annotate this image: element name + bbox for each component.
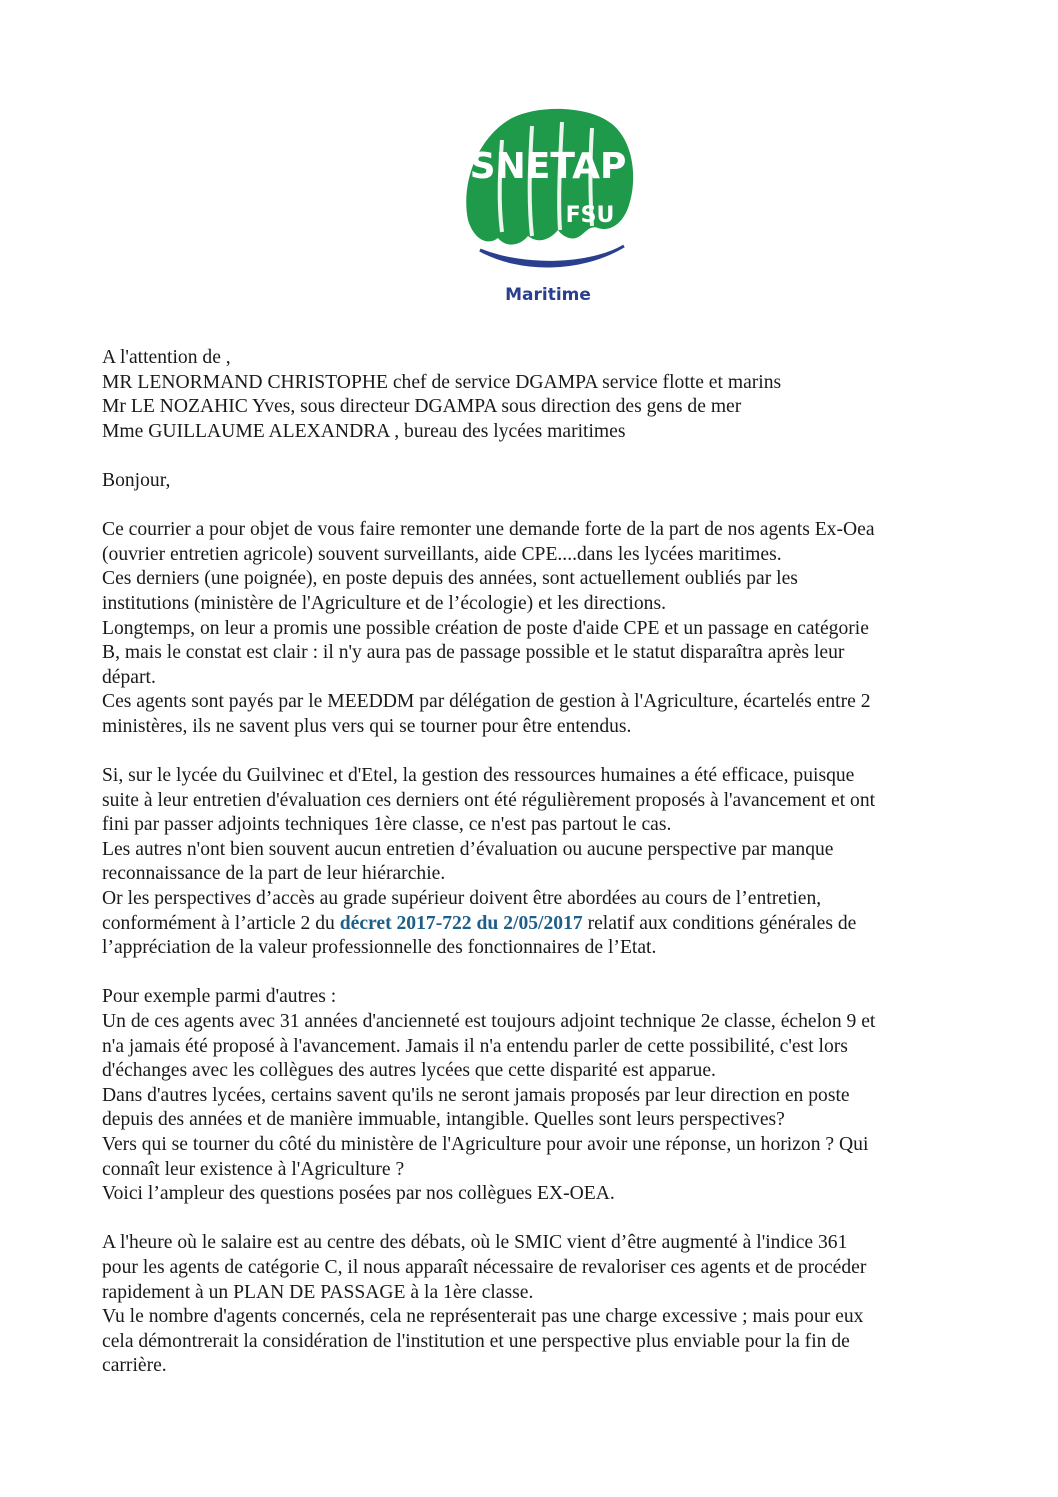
p2-line-7-end: relatif aux conditions générales de: [582, 912, 857, 934]
p4-line-1: A l'heure où le salaire est au centre des débats, où le SMIC vient d’être augmenté à l'indice 361: [102, 1232, 848, 1254]
p4-line-4: Vu le nombre d'agents concernés, cela ne représenterait pas une charge excessive ; mais pour eux: [102, 1306, 864, 1328]
p4-line-2: pour les agents de catégorie C, il nous apparaît nécessaire de revaloriser ces agents et de procéder: [102, 1256, 867, 1278]
logo-name: SNETAP: [469, 146, 627, 187]
p2-line-8: l’appréciation de la valeur professionnelle des fonctionnaires de l’Etat.: [102, 937, 657, 959]
p3-line-3: n'a jamais été proposé à l'avancement. Jamais il n'a entendu parler de cette possibilité, c'est lors: [102, 1035, 848, 1057]
paragraph-1: [102, 518, 982, 739]
p2-line-6: Or les perspectives d’accès au grade supérieur doivent être abordées au cours de l’entretien,: [102, 888, 822, 910]
p2-line-7: [102, 912, 982, 937]
paragraph-4: [102, 1231, 982, 1379]
snetap-fsu-logo-graphic: [440, 100, 650, 310]
paragraph-2: [102, 764, 982, 961]
logo-sub: FSU: [565, 203, 615, 228]
p4-line-6: carrière.: [102, 1355, 167, 1377]
greeting: [102, 469, 982, 494]
recipient-1: MR LENORMAND CHRISTOPHE chef de service DGAMPA service flotte et marins: [102, 371, 782, 393]
p3-line-2: Un de ces agents avec 31 années d'ancienneté est toujours adjoint technique 2e classe, échelon 9 et: [102, 1011, 876, 1033]
p1-line-1: Ce courrier a pour objet de vous faire remonter une demande forte de la part de nos agents Ex-Oea: [102, 519, 875, 541]
logo-division: Maritime: [505, 285, 591, 305]
greeting-text: Bonjour,: [102, 469, 171, 491]
letter-body: [102, 346, 982, 1404]
p1-line-3: Ces derniers (une poignée), en poste depuis des années, sont actuellement oubliés par les: [102, 568, 798, 590]
p1-line-4: institutions (ministère de l'Agriculture et de l’écologie) et les directions.: [102, 592, 666, 614]
p3-line-8: connaît leur existence à l'Agriculture ?: [102, 1158, 405, 1180]
p3-line-1: Pour exemple parmi d'autres :: [102, 986, 337, 1008]
decree-link[interactable]: décret 2017-722 du 2/05/2017: [339, 912, 583, 934]
p3-line-5: Dans d'autres lycées, certains savent qu'ils ne seront jamais proposés par leur direction en poste: [102, 1084, 850, 1106]
p4-line-5: cela démontrerait la considération de l'institution et une perspective plus enviable pour la fin de: [102, 1330, 850, 1352]
snetap-fsu-logo: [440, 100, 650, 310]
p2-line-1: Si, sur le lycée du Guilvinec et d'Etel, la gestion des ressources humaines a été efficace, puisque: [102, 765, 855, 787]
p4-line-3: rapidement à un PLAN DE PASSAGE à la 1ère classe.: [102, 1281, 534, 1303]
p2-line-2: suite à leur entretien d'évaluation ces derniers ont été régulièrement proposés à l'avancement et ont: [102, 789, 876, 811]
p2-line-7-start: conformément à l’article 2 du: [102, 912, 340, 934]
p3-line-9: Voici l’ampleur des questions posées par nos collègues EX-OEA.: [102, 1183, 615, 1205]
p3-line-7: Vers qui se tourner du côté du ministère de l'Agriculture pour avoir une réponse, un horizon ? Qui: [102, 1134, 869, 1155]
recipients-intro: A l'attention de ,: [102, 347, 231, 368]
p3-line-4: d'échanges avec les collègues des autres lycées que cette disparité est apparue.: [102, 1060, 716, 1082]
p1-line-8: Ces agents sont payés par le MEEDDM par délégation de gestion à l'Agriculture, écartelés entre 2: [102, 691, 871, 713]
p2-line-3: fini par passer adjoints techniques 1ère classe, ce n'est pas partout le cas.: [102, 814, 672, 836]
p2-line-4: Les autres n'ont bien souvent aucun entretien d’évaluation ou aucune perspective par manque: [102, 838, 834, 860]
recipients-block: [102, 346, 982, 444]
p2-line-5: reconnaissance de la part de leur hiérarchie.: [102, 863, 446, 885]
recipient-2: Mr LE NOZAHIC Yves, sous directeur DGAMPA sous direction des gens de mer: [102, 396, 742, 418]
p1-line-5: Longtemps, on leur a promis une possible création de poste d'aide CPE et un passage en catégorie: [102, 617, 869, 639]
p1-line-9: ministères, ils ne savent plus vers qui se tourner pour être entendus.: [102, 715, 632, 737]
p1-line-2: (ouvrier entretien agricole) souvent surveillants, aide CPE....dans les lycées maritimes.: [102, 543, 782, 565]
p3-line-6: depuis des années et de manière immuable, intangible. Quelles sont leurs perspectives?: [102, 1109, 785, 1131]
p1-line-7: départ.: [102, 666, 156, 688]
p1-line-6: B, mais le constat est clair : il n'y aura pas de passage possible et le statut disparaîtra après leur: [102, 642, 845, 664]
recipient-3: Mme GUILLAUME ALEXANDRA , bureau des lycées maritimes: [102, 420, 626, 442]
paragraph-3: [102, 985, 982, 1206]
